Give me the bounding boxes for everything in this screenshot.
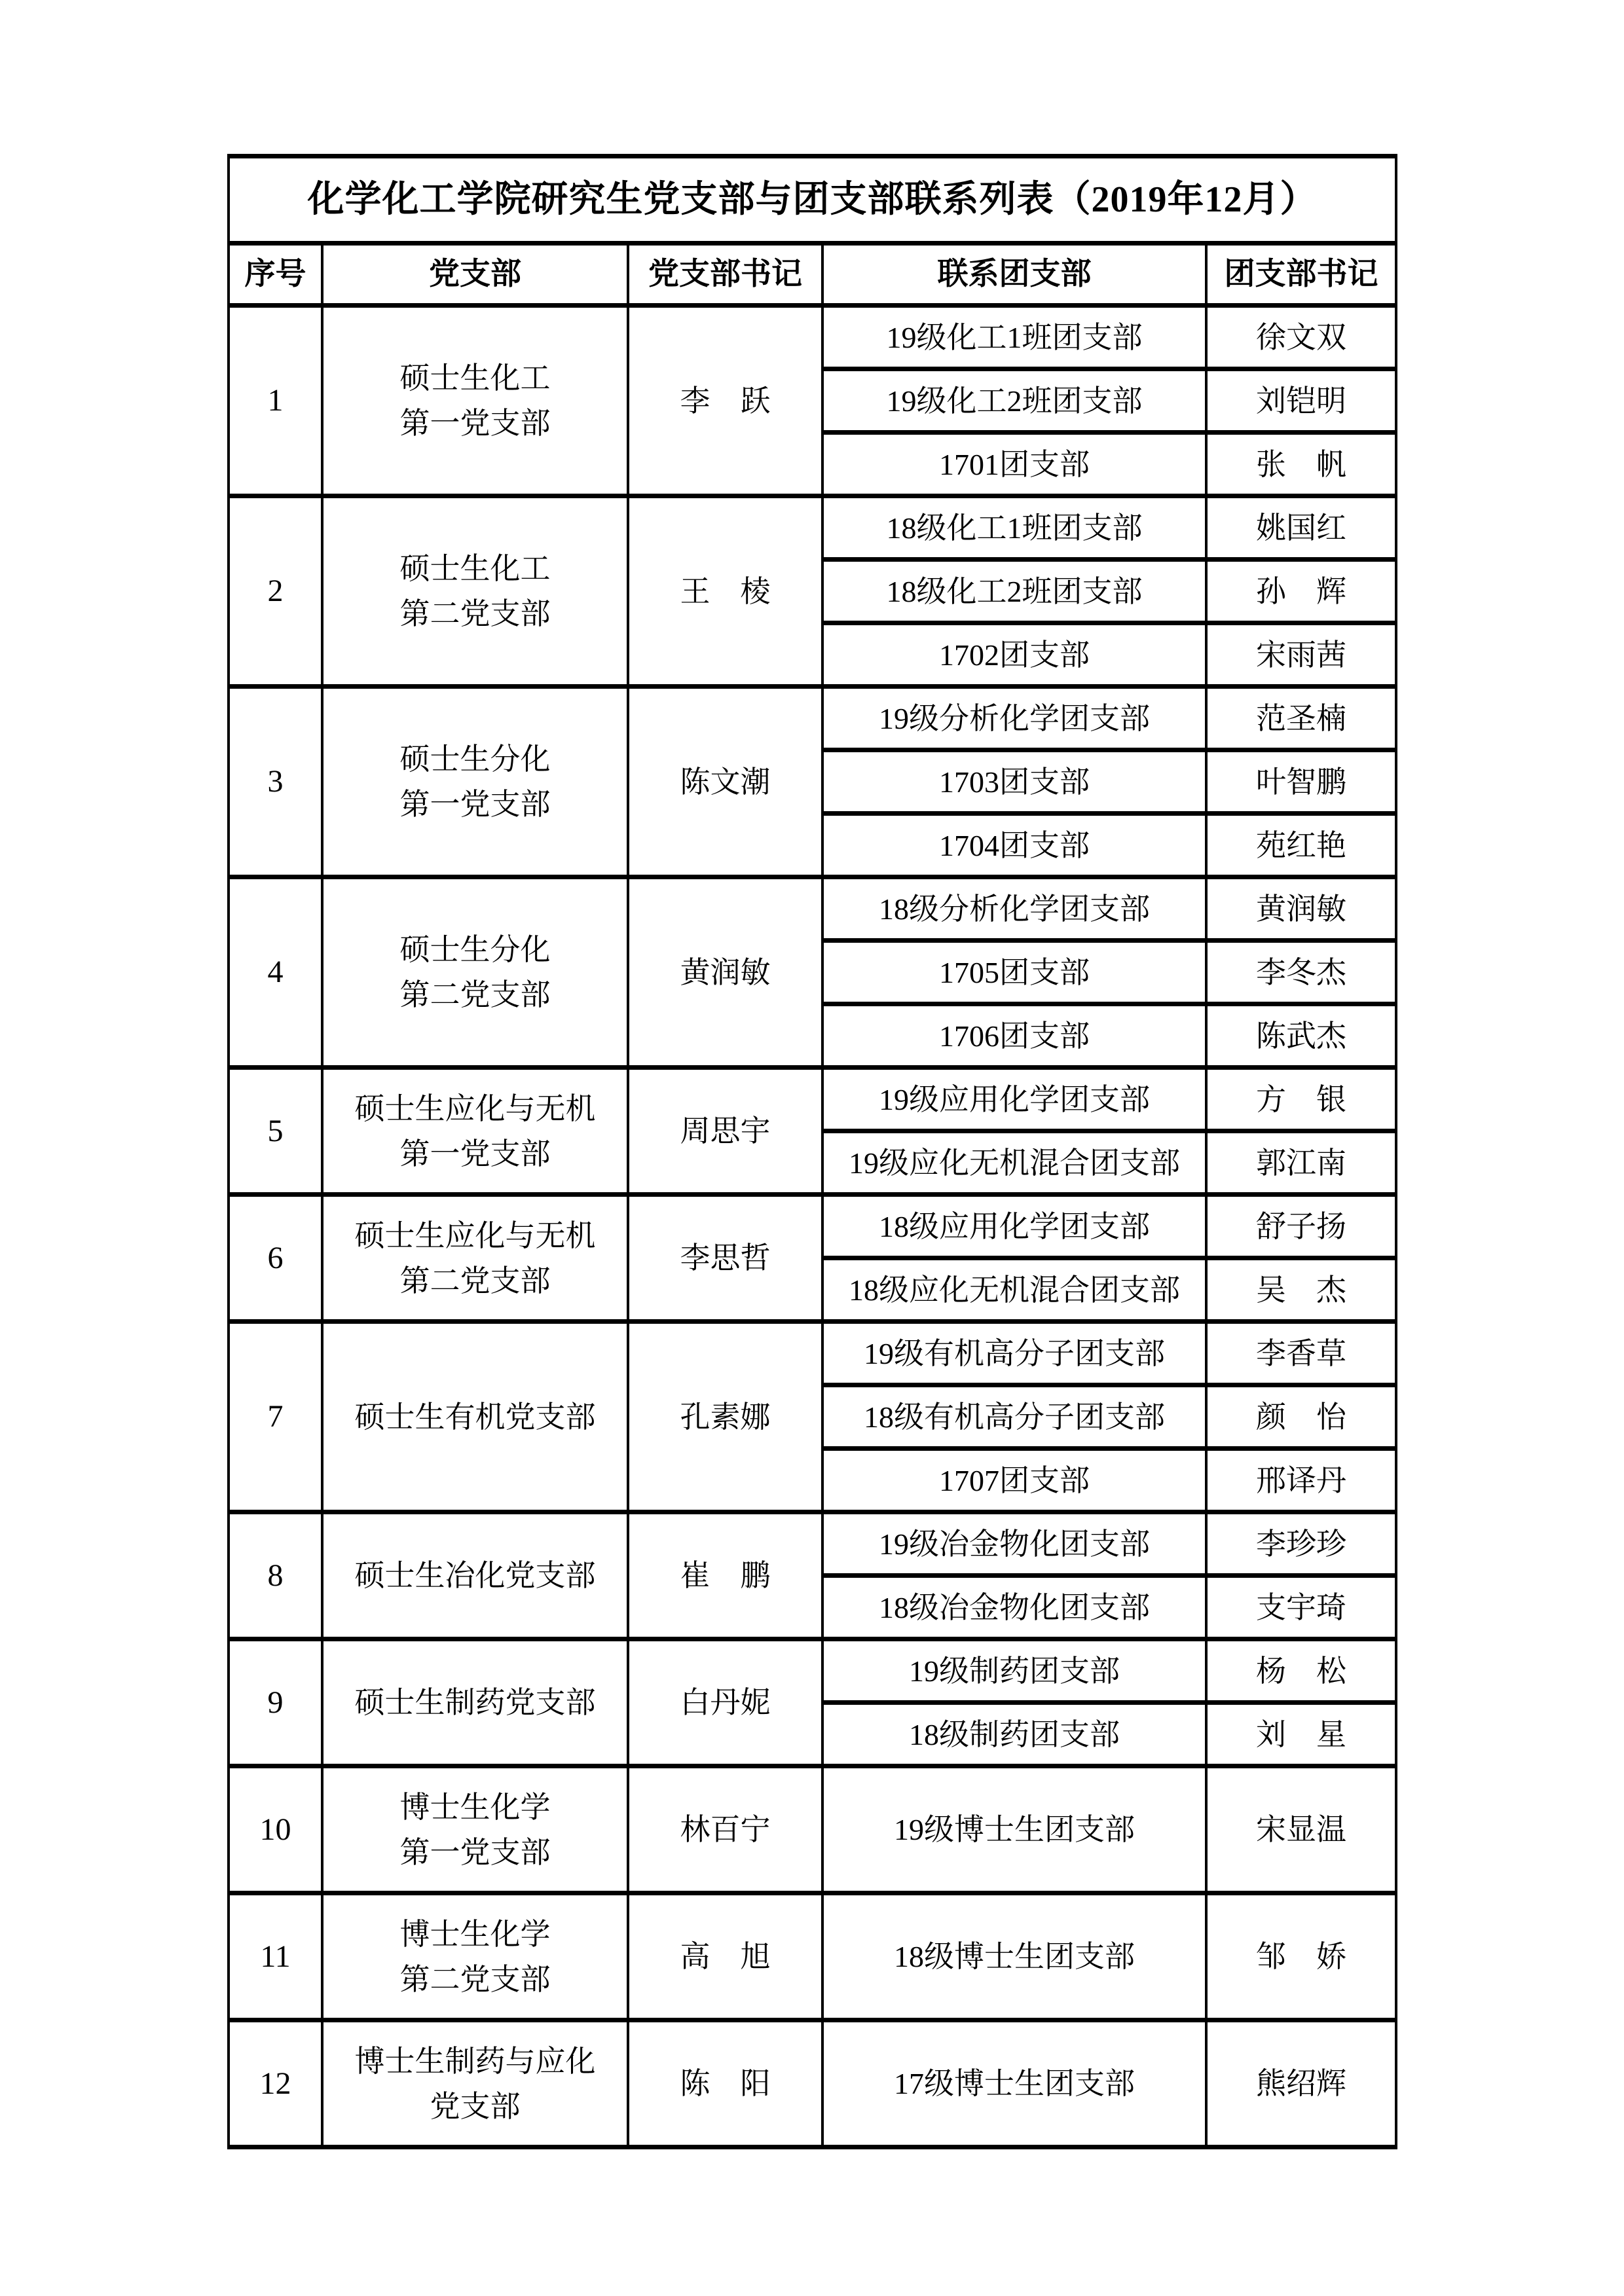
- party-branch-line: 硕士生应化与无机: [354, 1218, 596, 1252]
- league-branch-cell: 19级有机高分子团支部: [822, 1322, 1206, 1385]
- league-secretary-cell: 黄润敏: [1206, 877, 1396, 941]
- league-branch-cell: 19级分析化学团支部: [822, 687, 1206, 750]
- seq-cell: 6: [229, 1195, 322, 1322]
- seq-cell: 1: [229, 306, 322, 496]
- league-branch-cell: 17级博士生团支部: [822, 2020, 1206, 2147]
- league-secretary-cell: 舒子扬: [1206, 1195, 1396, 1258]
- party-secretary-cell: 白丹妮: [628, 1639, 822, 1766]
- party-secretary-cell: 李 跃: [628, 306, 822, 496]
- header-seq: 序号: [229, 244, 322, 306]
- party-branch-cell: [322, 1893, 628, 2020]
- party-secretary-cell: 孔素娜: [628, 1322, 822, 1512]
- header-party-secretary: 党支部书记: [628, 244, 822, 306]
- party-branch-line: 博士生制药与应化: [354, 2044, 596, 2078]
- league-secretary-cell: 范圣楠: [1206, 687, 1396, 750]
- league-branch-cell: 1702团支部: [822, 623, 1206, 687]
- league-branch-cell: 19级化工1班团支部: [822, 306, 1206, 369]
- league-secretary-cell: 李冬杰: [1206, 941, 1396, 1004]
- party-secretary-cell: 李思哲: [628, 1195, 822, 1322]
- party-branch-line: 博士生化学: [399, 1917, 551, 1951]
- party-branch-line: 硕士生冶化党支部: [354, 1559, 596, 1592]
- league-branch-cell: 18级冶金物化团支部: [822, 1576, 1206, 1639]
- league-branch-cell: 18级分析化学团支部: [822, 877, 1206, 941]
- party-branch-line: 第一党支部: [399, 1835, 551, 1869]
- seq-cell: 9: [229, 1639, 322, 1766]
- league-secretary-cell: 李香草: [1206, 1322, 1396, 1385]
- league-branch-cell: 1703团支部: [822, 750, 1206, 814]
- league-secretary-cell: 姚国红: [1206, 496, 1396, 560]
- contact-table: [227, 154, 1397, 2149]
- seq-cell: 11: [229, 1893, 322, 2020]
- party-branch-cell: [322, 687, 628, 877]
- party-branch-cell: [322, 1766, 628, 1893]
- party-branch-cell: [322, 1639, 628, 1766]
- league-secretary-cell: 支宇琦: [1206, 1576, 1396, 1639]
- league-secretary-cell: 郭江南: [1206, 1131, 1396, 1195]
- league-secretary-cell: 方 银: [1206, 1068, 1396, 1131]
- party-branch-line: 硕士生分化: [399, 933, 551, 966]
- league-secretary-cell: 熊绍辉: [1206, 2020, 1396, 2147]
- league-secretary-cell: 邢译丹: [1206, 1449, 1396, 1512]
- league-secretary-cell: 苑红艳: [1206, 814, 1396, 877]
- party-branch-cell: [322, 1322, 628, 1512]
- league-secretary-cell: 邹 娇: [1206, 1893, 1396, 2020]
- party-branch-line: 硕士生化工: [399, 552, 551, 585]
- party-branch-line: 硕士生有机党支部: [354, 1400, 596, 1434]
- league-branch-cell: 19级化工2班团支部: [822, 369, 1206, 433]
- league-secretary-cell: 叶智鹏: [1206, 750, 1396, 814]
- seq-cell: 2: [229, 496, 322, 687]
- seq-cell: 8: [229, 1512, 322, 1639]
- header-party-branch: 党支部: [322, 244, 628, 306]
- seq-cell: 3: [229, 687, 322, 877]
- party-branch-line: 第一党支部: [399, 1137, 551, 1171]
- party-branch-line: 硕士生制药党支部: [354, 1686, 596, 1719]
- party-secretary-cell: 陈文潮: [628, 687, 822, 877]
- seq-cell: 4: [229, 877, 322, 1068]
- party-branch-line: 博士生化学: [399, 1790, 551, 1824]
- party-secretary-cell: 黄润敏: [628, 877, 822, 1068]
- header-league-branch: 联系团支部: [822, 244, 1206, 306]
- party-secretary-cell: 崔 鹏: [628, 1512, 822, 1639]
- league-branch-cell: 1704团支部: [822, 814, 1206, 877]
- seq-cell: 7: [229, 1322, 322, 1512]
- league-secretary-cell: 宋显温: [1206, 1766, 1396, 1893]
- league-branch-cell: 18级应用化学团支部: [822, 1195, 1206, 1258]
- league-secretary-cell: 宋雨茜: [1206, 623, 1396, 687]
- party-branch-line: 党支部: [430, 2089, 521, 2123]
- league-branch-cell: 18级化工2班团支部: [822, 560, 1206, 623]
- party-branch-line: 第一党支部: [399, 788, 551, 821]
- league-secretary-cell: 徐文双: [1206, 306, 1396, 369]
- party-branch-cell: [322, 306, 628, 496]
- party-secretary-cell: 周思宇: [628, 1068, 822, 1195]
- league-secretary-cell: 刘铠明: [1206, 369, 1396, 433]
- league-branch-cell: 1707团支部: [822, 1449, 1206, 1512]
- party-branch-line: 第二党支部: [399, 978, 551, 1011]
- party-branch-line: 第二党支部: [399, 1264, 551, 1298]
- header-league-secretary: 团支部书记: [1206, 244, 1396, 306]
- league-secretary-cell: 张 帆: [1206, 433, 1396, 496]
- league-branch-cell: 19级冶金物化团支部: [822, 1512, 1206, 1576]
- party-branch-line: 硕士生应化与无机: [354, 1091, 596, 1125]
- party-branch-cell: [322, 496, 628, 687]
- party-secretary-cell: 王 棱: [628, 496, 822, 687]
- party-branch-cell: [322, 1512, 628, 1639]
- league-branch-cell: 19级应用化学团支部: [822, 1068, 1206, 1131]
- party-branch-line: 第二党支部: [399, 597, 551, 630]
- party-branch-cell: [322, 1068, 628, 1195]
- party-branch-line: 第一党支部: [399, 407, 551, 440]
- seq-cell: 5: [229, 1068, 322, 1195]
- league-branch-cell: 18级化工1班团支部: [822, 496, 1206, 560]
- league-branch-cell: 19级应化无机混合团支部: [822, 1131, 1206, 1195]
- league-secretary-cell: 颜 怡: [1206, 1385, 1396, 1449]
- league-secretary-cell: 孙 辉: [1206, 560, 1396, 623]
- party-branch-line: 硕士生化工: [399, 361, 551, 395]
- league-secretary-cell: 李珍珍: [1206, 1512, 1396, 1576]
- party-branch-cell: [322, 2020, 628, 2147]
- league-secretary-cell: 吴 杰: [1206, 1258, 1396, 1322]
- table-title: 化学化工学院研究生党支部与团支部联系列表（2019年12月）: [229, 156, 1396, 244]
- league-branch-cell: 18级应化无机混合团支部: [822, 1258, 1206, 1322]
- party-branch-cell: [322, 1195, 628, 1322]
- league-branch-cell: 18级制药团支部: [822, 1703, 1206, 1766]
- party-secretary-cell: 高 旭: [628, 1893, 822, 2020]
- party-secretary-cell: 陈 阳: [628, 2020, 822, 2147]
- league-branch-cell: 1706团支部: [822, 1004, 1206, 1068]
- league-branch-cell: 18级博士生团支部: [822, 1893, 1206, 2020]
- party-branch-line: 第二党支部: [399, 1962, 551, 1996]
- league-branch-cell: 1705团支部: [822, 941, 1206, 1004]
- league-secretary-cell: 陈武杰: [1206, 1004, 1396, 1068]
- league-branch-cell: 1701团支部: [822, 433, 1206, 496]
- party-branch-cell: [322, 877, 628, 1068]
- party-secretary-cell: 林百宁: [628, 1766, 822, 1893]
- league-secretary-cell: 刘 星: [1206, 1703, 1396, 1766]
- league-branch-cell: 19级制药团支部: [822, 1639, 1206, 1703]
- seq-cell: 12: [229, 2020, 322, 2147]
- league-branch-cell: 18级有机高分子团支部: [822, 1385, 1206, 1449]
- seq-cell: 10: [229, 1766, 322, 1893]
- league-branch-cell: 19级博士生团支部: [822, 1766, 1206, 1893]
- party-branch-line: 硕士生分化: [399, 742, 551, 776]
- league-secretary-cell: 杨 松: [1206, 1639, 1396, 1703]
